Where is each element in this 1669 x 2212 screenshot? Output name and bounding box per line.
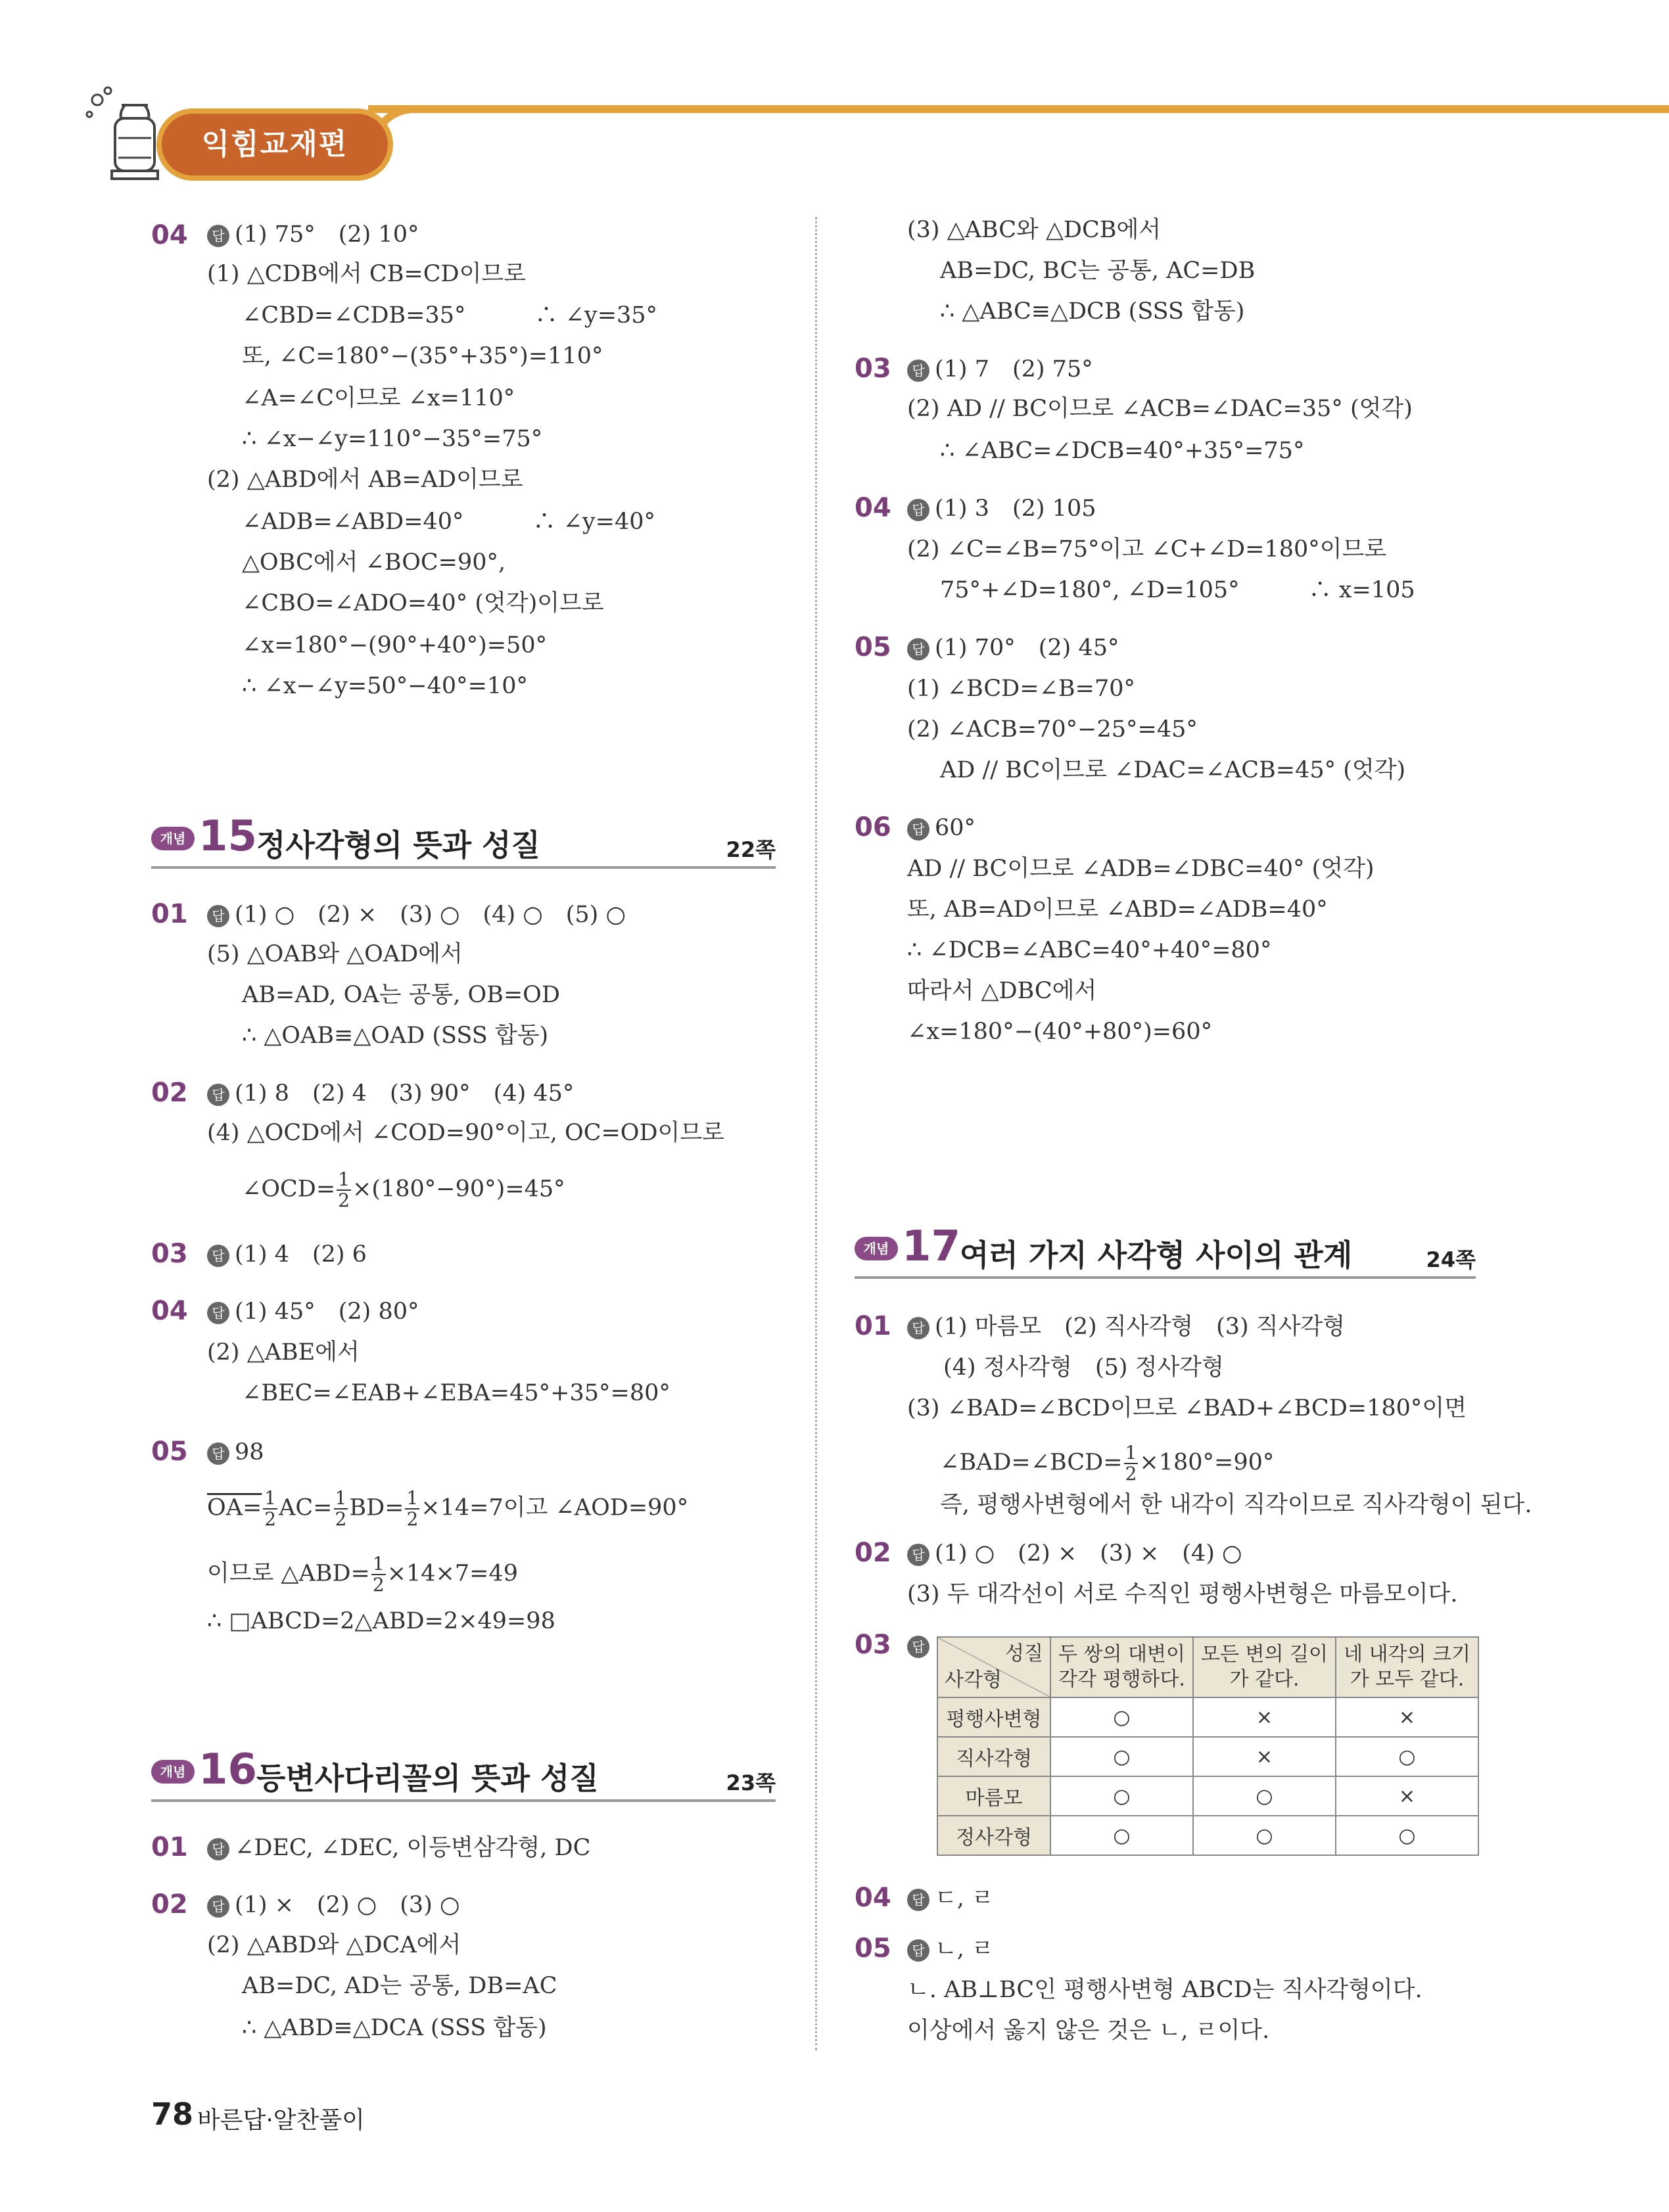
- solution-line: 따라서 △DBC에서: [907, 978, 1097, 1004]
- denominator: 2: [406, 1508, 419, 1530]
- solution-line: ∴ △OAB≡△OAD (SSS 합동): [242, 1023, 549, 1049]
- concept-badge: 개념: [151, 827, 195, 850]
- denominator: 2: [335, 1508, 347, 1530]
- table-cell: ○: [1336, 1816, 1478, 1855]
- solution-line: ∴ ∠DCB=∠ABC=40°+40°=80°: [907, 937, 1272, 963]
- solution-line: ∴ ∠x−∠y=110°−35°=75°: [242, 426, 543, 452]
- solution-line: (4) △OCD에서 ∠COD=90°이고, OC=OD이므로: [207, 1120, 724, 1146]
- answer-badge: 답: [207, 1838, 229, 1860]
- answer-line: [207, 1891, 460, 1920]
- answer-line: [207, 1240, 367, 1269]
- denominator: 2: [338, 1189, 350, 1211]
- table-row: [937, 1776, 1478, 1816]
- table-cell: ○: [1050, 1816, 1193, 1855]
- solution-line: ∴ ∠ABC=∠DCB=40°+35°=75°: [940, 438, 1305, 464]
- header-tab: 익힘교재편: [156, 108, 393, 181]
- row-header: 평행사변형: [937, 1697, 1050, 1737]
- row-header: 마름모: [937, 1776, 1050, 1816]
- answer-text: (1) 마름모 (2) 직사각형 (3) 직사각형: [935, 1314, 1346, 1340]
- solution-line: △OBC에서 ∠BOC=90°,: [242, 549, 506, 576]
- answer-badge: 답: [207, 1895, 229, 1918]
- table-cell: ×: [1193, 1697, 1336, 1737]
- solution-line: AD // BC이므로 ∠DAC=∠ACB=45° (엇각): [940, 757, 1406, 783]
- table-cell: ○: [1050, 1776, 1193, 1816]
- answer-badge: 답: [907, 638, 929, 660]
- solution-line: [207, 1488, 688, 1529]
- answer-badge: 답: [207, 1245, 229, 1267]
- answer-text: (1) 45° (2) 80°: [235, 1299, 419, 1325]
- table-cell: ×: [1193, 1737, 1336, 1776]
- answer-line: [907, 1935, 994, 1964]
- numerator: 1: [406, 1487, 419, 1509]
- problem-number: 03: [855, 354, 891, 384]
- numerator: 1: [1125, 1442, 1137, 1463]
- solution-line: [940, 1443, 1274, 1484]
- solution-line: (1) △CDB에서 CB=CD이므로: [207, 261, 527, 287]
- answer-text: (1) 4 (2) 6: [235, 1241, 367, 1268]
- formula-text: BD=: [349, 1494, 404, 1521]
- properties-table: [937, 1636, 1479, 1856]
- problem-number: 01: [151, 1832, 188, 1862]
- answer-text: (1) 75° (2) 10°: [235, 221, 419, 248]
- numerator: 1: [372, 1553, 385, 1575]
- answer-badge: 답: [907, 1889, 929, 1911]
- table-row: [937, 1816, 1478, 1855]
- solution-line: 또, AB=AD이므로 ∠ABD=∠ADB=40°: [907, 896, 1328, 923]
- section-number: 15: [199, 812, 258, 861]
- fraction: [337, 1170, 351, 1210]
- answer-line: [207, 1833, 590, 1862]
- numerator: 1: [264, 1487, 277, 1509]
- section-heading-17: [855, 1217, 1476, 1279]
- answer-badge: 답: [907, 1317, 929, 1339]
- answer-text: (1) 8 (2) 4 (3) 90° (4) 45°: [235, 1080, 575, 1107]
- solution-line: ∠ADB=∠ABD=40° ∴ ∠y=40°: [242, 509, 656, 535]
- section-heading-16: [151, 1740, 776, 1802]
- problem-number: 05: [151, 1437, 188, 1467]
- table-corner: [937, 1637, 1050, 1697]
- answer-text: (1) ○ (2) × (3) ○ (4) ○ (5) ○: [235, 902, 626, 928]
- table-cell: ○: [1336, 1737, 1478, 1776]
- problem-number: 01: [855, 1311, 891, 1341]
- table-row: [937, 1697, 1478, 1737]
- problem-number: 01: [151, 899, 188, 929]
- table-cell: ×: [1336, 1697, 1478, 1737]
- denominator: 2: [372, 1574, 385, 1596]
- answer-line: [207, 1297, 419, 1326]
- solution-line: ∠BEC=∠EAB+∠EBA=45°+35°=80°: [242, 1380, 670, 1406]
- problem-number: 04: [855, 1883, 891, 1913]
- solution-line: (1) ∠BCD=∠B=70°: [907, 676, 1135, 702]
- column-header: 두 쌍의 대변이 각각 평행하다.: [1050, 1637, 1193, 1697]
- solution-line: ∠CBD=∠CDB=35° ∴ ∠y=35°: [242, 302, 658, 329]
- solution-line: ㄴ. AB⊥BC인 평행사변형 ABCD는 직사각형이다.: [907, 1977, 1422, 2003]
- answer-line: [907, 355, 1093, 384]
- problem-number: 03: [151, 1239, 188, 1269]
- answer-text: 98: [235, 1439, 264, 1465]
- answer-badge: 답: [207, 905, 229, 927]
- problem-number: 04: [151, 220, 188, 250]
- row-header: 직사각형: [937, 1737, 1050, 1776]
- fraction: [334, 1488, 348, 1529]
- answer-text: (1) 3 (2) 105: [935, 495, 1096, 522]
- answer-line: [907, 1539, 1242, 1568]
- formula-text: ×(180°−90°)=45°: [352, 1176, 565, 1203]
- corner-label-bottom: 사각형: [945, 1669, 1002, 1692]
- answer-badge: 답: [207, 225, 229, 247]
- solution-line: ∠x=180°−(40°+80°)=60°: [907, 1019, 1213, 1045]
- answer-line: [907, 1884, 994, 1913]
- answer-text: (1) 70° (2) 45°: [935, 635, 1119, 661]
- solution-line: ∴ ∠x−∠y=50°−40°=10°: [242, 673, 528, 699]
- denominator: 2: [264, 1508, 277, 1530]
- table-header-row: [937, 1637, 1478, 1697]
- table-row: [937, 1737, 1478, 1776]
- solution-line: (3) ∠BAD=∠BCD이므로 ∠BAD+∠BCD=180°이면: [907, 1395, 1467, 1421]
- problem-number: 04: [151, 1296, 188, 1326]
- table-cell: ○: [1193, 1776, 1336, 1816]
- answer-badge: 답: [207, 1302, 229, 1324]
- solution-line: ∴ △ABD≡△DCA (SSS 합동): [242, 2015, 547, 2041]
- problem-number: 05: [855, 1933, 891, 1964]
- table-cell: ×: [1336, 1776, 1478, 1816]
- numerator: 1: [335, 1487, 347, 1509]
- answer-badge: 답: [907, 359, 929, 382]
- answer-badge: 답: [907, 818, 929, 841]
- section-page: 22쪽: [726, 837, 776, 862]
- solution-line: AB=DC, AD는 공통, DB=AC: [242, 1973, 557, 1999]
- answer-line: [907, 494, 1096, 523]
- solution-line: AB=DC, BC는 공통, AC=DB: [940, 258, 1256, 284]
- formula-text: ∠BAD=∠BCD=: [940, 1449, 1123, 1476]
- answer-line: [907, 814, 976, 842]
- answer-line: [907, 634, 1119, 662]
- section-title: 정사각형의 뜻과 성질: [256, 827, 540, 863]
- problem-number: 02: [151, 1078, 188, 1108]
- answer-text: ∠DEC, ∠DEC, 이등변삼각형, DC: [235, 1835, 591, 1861]
- table-cell: ○: [1050, 1697, 1193, 1737]
- answer-text: (1) ○ (2) × (3) × (4) ○: [935, 1540, 1242, 1567]
- problem-number: 03: [855, 1630, 891, 1660]
- column-divider: [815, 217, 817, 2050]
- numerator: 1: [338, 1168, 350, 1190]
- answer-text: ㄷ, ㄹ: [935, 1885, 994, 1912]
- formula-text: ×14=7이고 ∠AOD=90°: [421, 1494, 689, 1521]
- answer-badge: 답: [207, 1084, 229, 1106]
- answer-line: [207, 220, 419, 249]
- book-title: 바른답·알찬풀이: [197, 2107, 365, 2134]
- answer-text: (1) × (2) ○ (3) ○: [235, 1892, 460, 1918]
- section-page: 23쪽: [726, 1770, 776, 1795]
- problem-number: 05: [855, 632, 891, 662]
- section-page: 24쪽: [1426, 1247, 1476, 1272]
- concept-badge: 개념: [855, 1237, 898, 1260]
- section-number: 17: [902, 1222, 961, 1271]
- solution-line: (3) △ABC와 △DCB에서: [907, 217, 1162, 243]
- solution-line: ∴ △ABC≡△DCB (SSS 합동): [940, 298, 1245, 325]
- header-rule: [368, 105, 1669, 113]
- solution-line: (2) △ABE에서: [207, 1339, 360, 1366]
- answer-badge: 답: [207, 1442, 229, 1465]
- answer-badge: 답: [907, 1544, 929, 1566]
- formula-text: AC=: [279, 1494, 333, 1521]
- table-cell: ○: [1050, 1737, 1193, 1776]
- section-heading-15: [151, 807, 776, 869]
- answer-text: (1) 7 (2) 75°: [935, 356, 1093, 382]
- answer-line: (4) 정사각형 (5) 정사각형: [943, 1354, 1224, 1381]
- solution-line: ∴ □ABCD=2△ABD=2×49=98: [207, 1608, 555, 1634]
- table-cell: ○: [1193, 1816, 1336, 1855]
- solution-line: (2) AD // BC이므로 ∠ACB=∠DAC=35° (엇각): [907, 396, 1413, 422]
- problem-number: 02: [151, 1889, 188, 1920]
- solution-line: 이상에서 옳지 않은 것은 ㄴ, ㄹ이다.: [907, 2017, 1270, 2044]
- formula-text: OA=: [207, 1494, 262, 1521]
- denominator: 2: [1125, 1463, 1137, 1485]
- formula-text: 이므로 △ABD=: [207, 1560, 370, 1587]
- answer-line: [207, 1438, 264, 1467]
- solution-line: (5) △OAB와 △OAD에서: [207, 941, 463, 967]
- answer-line: [907, 1631, 935, 1660]
- solution-line: ∠x=180°−(90°+40°)=50°: [242, 632, 548, 658]
- solution-line: 75°+∠D=180°, ∠D=105° ∴ x=105: [940, 577, 1415, 603]
- section-title: 여러 가지 사각형 사이의 관계: [960, 1237, 1353, 1273]
- solution-line: 또, ∠C=180°−(35°+35°)=110°: [242, 343, 603, 369]
- problem-number: 04: [855, 493, 891, 523]
- solution-line: 즉, 평행사변형에서 한 내각이 직각이므로 직사각형이 된다.: [940, 1492, 1532, 1518]
- problem-number: 02: [855, 1538, 891, 1568]
- row-header: 정사각형: [937, 1816, 1050, 1855]
- formula-text: ×180°=90°: [1139, 1449, 1275, 1476]
- fraction: [371, 1554, 386, 1595]
- solution-line: AD // BC이므로 ∠ADB=∠DBC=40° (엇각): [907, 856, 1375, 882]
- column-header: 모든 변의 길이가 같다.: [1193, 1637, 1336, 1697]
- solution-line: ∠A=∠C이므로 ∠x=110°: [242, 385, 515, 411]
- fraction: [405, 1488, 419, 1529]
- answer-badge: 답: [907, 1636, 929, 1658]
- solution-line: [242, 1170, 565, 1210]
- answer-line: [207, 900, 626, 929]
- fraction: [1124, 1443, 1139, 1484]
- solution-line: ∠CBO=∠ADO=40° (엇각)이므로: [242, 590, 604, 616]
- section-title: 등변사다리꼴의 뜻과 성질: [256, 1761, 599, 1796]
- concept-badge: 개념: [151, 1760, 195, 1784]
- answer-badge: 답: [907, 499, 929, 521]
- solution-line: (2) ∠C=∠B=75°이고 ∠C+∠D=180°이므로: [907, 536, 1387, 563]
- solution-line: (2) ∠ACB=70°−25°=45°: [907, 716, 1198, 743]
- solution-line: AB=AD, OA는 공통, OB=OD: [242, 982, 560, 1008]
- corner-label-top: 성질: [1005, 1642, 1043, 1665]
- answer-text: 60°: [935, 815, 976, 841]
- answer-badge: 답: [907, 1939, 929, 1962]
- solution-line: (3) 두 대각선이 서로 수직인 평행사변형은 마름모이다.: [907, 1581, 1458, 1607]
- section-number: 16: [199, 1745, 258, 1794]
- fraction: [263, 1488, 277, 1529]
- column-header: 네 내각의 크기가 모두 같다.: [1336, 1637, 1478, 1697]
- solution-line: [207, 1554, 518, 1595]
- formula-text: ∠OCD=: [242, 1176, 336, 1203]
- answer-line: [907, 1312, 1345, 1341]
- problem-number: 06: [855, 812, 891, 842]
- answer-text: ㄴ, ㄹ: [935, 1936, 994, 1962]
- answer-line: [207, 1079, 574, 1108]
- solution-line: (2) △ABD에서 AB=AD이므로: [207, 467, 523, 493]
- page-number: 78: [151, 2096, 194, 2132]
- formula-text: ×14×7=49: [387, 1560, 519, 1587]
- solution-line: (2) △ABD와 △DCA에서: [207, 1932, 461, 1958]
